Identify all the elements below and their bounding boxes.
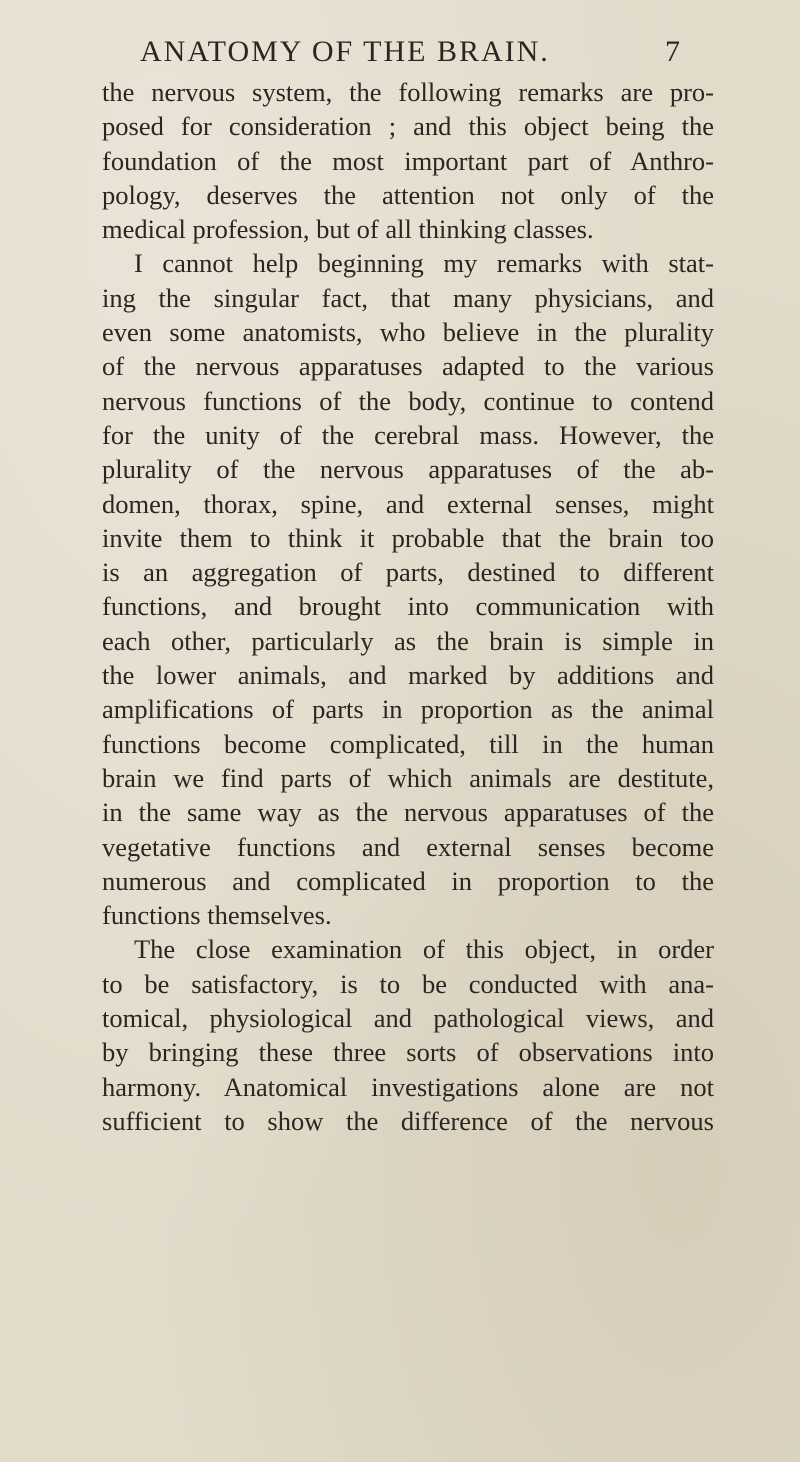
text-line: amplifications of parts in proportion as the animal	[102, 694, 714, 725]
text-line: the lower animals, and marked by additions and	[102, 660, 714, 691]
text-line: numerous and complicated in proportion to the	[102, 865, 714, 896]
text-line: pology, deserves the attention not only of the	[102, 179, 714, 210]
text-line: for the unity of the cerebral mass. However, the	[102, 419, 714, 450]
text-line: by bringing these three sorts of observations into	[102, 1037, 714, 1068]
text-line: of the nervous apparatuses adapted to the various	[102, 351, 714, 382]
text-line: vegetative functions and external senses become	[102, 831, 714, 862]
text-line: sufficient to show the difference of the nervous	[102, 1105, 714, 1136]
text-line: tomical, physiological and pathological views, and	[102, 1003, 714, 1034]
running-head	[140, 32, 680, 72]
text-line: functions become complicated, till in the human	[102, 728, 714, 759]
text-line: to be satisfactory, is to be conducted with ana-	[102, 968, 714, 999]
text-line: harmony. Anatomical investigations alone are not	[102, 1071, 714, 1102]
text-line: foundation of the most important part of Anthro-	[102, 145, 714, 176]
text-line: is an aggregation of parts, destined to different	[102, 557, 714, 588]
text-line: plurality of the nervous apparatuses of the ab-	[102, 454, 714, 485]
text-line: The close examination of this object, in order	[134, 934, 714, 965]
text-line: domen, thorax, spine, and external senses, might	[102, 488, 714, 519]
text-line: medical profession, but of all thinking classes.	[102, 214, 594, 245]
running-title: ANATOMY OF THE BRAIN.	[140, 35, 550, 68]
text-line: I cannot help beginning my remarks with stat-	[134, 248, 714, 279]
text-line: posed for consideration ; and this object being the	[102, 111, 714, 142]
text-line: functions themselves.	[102, 900, 332, 931]
text-line: even some anatomists, who believe in the plurality	[102, 317, 714, 348]
text-line: brain we find parts of which animals are destitute,	[102, 762, 714, 793]
text-line: nervous functions of the body, continue to contend	[102, 385, 714, 416]
body-text	[102, 75, 714, 1138]
text-line: functions, and brought into communication with	[102, 591, 714, 622]
text-line: each other, particularly as the brain is simple in	[102, 625, 714, 656]
text-line: in the same way as the nervous apparatuses of the	[102, 797, 714, 828]
text-line: ing the singular fact, that many physicians, and	[102, 282, 714, 313]
text-line: invite them to think it probable that the brain too	[102, 522, 714, 553]
text-line: the nervous system, the following remarks are pro-	[102, 77, 714, 107]
page-number: 7	[665, 35, 680, 68]
